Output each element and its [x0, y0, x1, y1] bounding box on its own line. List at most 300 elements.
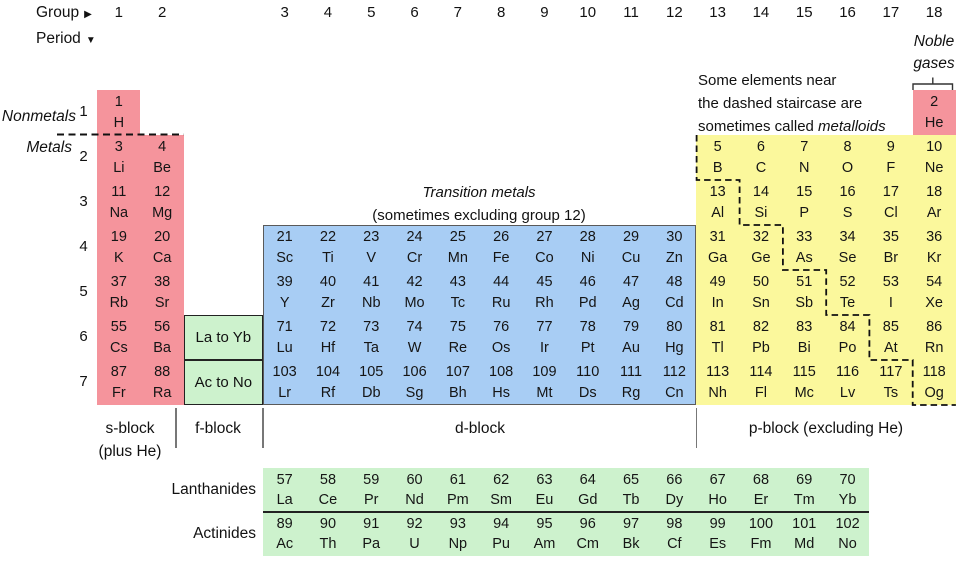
element-cell-ag [609, 270, 652, 315]
atomic-number: 70 [839, 471, 856, 488]
element-cell-ne [913, 135, 956, 180]
element-cell-ge [739, 225, 782, 270]
element-symbol: Tc [450, 294, 466, 311]
element-cell-bi [783, 315, 826, 360]
atomic-number: 115 [792, 364, 816, 380]
atomic-number: 13 [709, 184, 726, 200]
element-symbol: Fe [492, 249, 510, 266]
element-symbol: Sn [752, 294, 770, 311]
atomic-number: 5 [713, 139, 722, 155]
atomic-number: 6 [756, 139, 765, 155]
element-cell-pr [350, 468, 393, 513]
element-cell-md [783, 512, 826, 557]
element-cell-cd [653, 270, 696, 315]
element-symbol: Re [448, 339, 468, 356]
element-cell-w [393, 315, 436, 360]
element-symbol: Gd [578, 492, 598, 508]
element-cell-rf [306, 360, 349, 405]
element-cell-sg [393, 360, 436, 405]
element-symbol: Rf [320, 384, 336, 401]
atomic-number: 85 [882, 319, 899, 335]
element-symbol: Ni [580, 249, 595, 266]
atomic-number: 30 [666, 229, 683, 245]
element-symbol: Ca [152, 249, 172, 266]
group-number-2: 2 [157, 4, 167, 21]
element-cell-nh [696, 360, 739, 405]
element-cell-cn [653, 360, 696, 405]
element-symbol: Pt [580, 339, 595, 356]
element-symbol: Rb [109, 294, 129, 311]
element-symbol: Cs [109, 339, 128, 356]
period-number-6: 6 [79, 328, 88, 345]
element-symbol: I [888, 294, 893, 311]
element-cell-po [826, 315, 869, 360]
atomic-number: 40 [319, 274, 337, 290]
period-number-4: 4 [79, 238, 88, 255]
atomic-number: 31 [709, 229, 726, 245]
element-cell-bk [609, 512, 652, 557]
element-cell-pb [739, 315, 782, 360]
atomic-number: 57 [276, 471, 293, 488]
element-cell-dy [653, 468, 696, 513]
element-symbol: Er [753, 492, 769, 508]
element-cell-i [869, 270, 912, 315]
atomic-number: 24 [406, 229, 423, 245]
atomic-number: 18 [926, 184, 943, 200]
element-symbol: Pr [363, 492, 379, 508]
element-cell-pd [566, 270, 609, 315]
element-symbol: Hg [665, 339, 684, 356]
element-cell-u [393, 512, 436, 557]
atomic-number: 61 [449, 471, 466, 488]
atomic-number: 109 [532, 364, 557, 380]
element-cell-pu [480, 512, 523, 557]
element-symbol: Pu [492, 536, 511, 552]
element-symbol: Es [709, 536, 727, 552]
atomic-number: 33 [796, 229, 813, 245]
element-symbol: Ir [540, 339, 549, 356]
element-symbol: Am [533, 536, 556, 552]
element-symbol: Sc [276, 249, 294, 266]
atomic-number: 69 [796, 471, 813, 488]
element-symbol: Ti [322, 249, 334, 266]
period-number-1: 1 [79, 103, 88, 120]
element-cell-er [739, 468, 782, 513]
noble-gases-line2: gases [913, 55, 955, 72]
element-cell-mc [783, 360, 826, 405]
element-cell-eu [523, 468, 566, 513]
atomic-number: 72 [319, 319, 337, 335]
atomic-number: 71 [276, 319, 293, 335]
element-symbol: Y [279, 294, 290, 311]
atomic-number: 79 [622, 319, 640, 335]
atomic-number: 39 [276, 274, 293, 290]
element-symbol: Cf [667, 536, 682, 552]
element-cell-co [523, 225, 566, 270]
atomic-number: 3 [114, 139, 123, 155]
element-cell-ni [566, 225, 609, 270]
element-symbol: Lv [839, 384, 856, 401]
element-symbol: Mc [794, 384, 814, 401]
element-symbol: Ar [926, 204, 942, 221]
atomic-number: 14 [752, 184, 770, 200]
atomic-number: 94 [493, 515, 510, 532]
atomic-number: 97 [622, 515, 640, 532]
element-symbol: Ts [883, 384, 899, 401]
element-cell-hs [480, 360, 523, 405]
ac-to-no-label: Ac to No [194, 374, 253, 391]
element-symbol: W [407, 339, 422, 356]
atomic-number: 110 [576, 364, 600, 380]
element-symbol: Au [622, 339, 640, 356]
element-symbol: Kr [926, 249, 942, 266]
element-symbol: Bk [622, 536, 640, 552]
atomic-number: 98 [666, 515, 683, 532]
element-symbol: Ce [318, 492, 338, 508]
group-number-3: 3 [280, 4, 289, 21]
element-symbol: Al [711, 204, 725, 221]
atomic-number: 67 [709, 471, 726, 488]
element-cell-mg [141, 180, 184, 225]
atomic-number: 42 [406, 274, 423, 290]
element-cell-mo [393, 270, 436, 315]
metals-label: Metals [26, 139, 72, 156]
element-symbol: No [838, 536, 857, 552]
atomic-number: 93 [449, 515, 466, 532]
s-block-label [80, 417, 180, 463]
atomic-number: 21 [276, 229, 293, 245]
group-number-17: 17 [882, 4, 900, 21]
element-cell-ga [696, 225, 739, 270]
atomic-number: 35 [882, 229, 899, 245]
element-cell-b [696, 135, 739, 180]
element-symbol: Ac [276, 536, 294, 552]
element-symbol: He [924, 114, 944, 131]
atomic-number: 116 [835, 364, 860, 380]
atomic-number: 51 [796, 274, 813, 290]
element-symbol: Tb [622, 492, 640, 508]
element-cell-sb [783, 270, 826, 315]
atomic-number: 91 [363, 515, 380, 532]
element-symbol: Pa [362, 536, 381, 552]
group-number-10: 10 [579, 4, 597, 21]
element-cell-na [97, 180, 140, 225]
atomic-number: 114 [749, 364, 773, 380]
atomic-number: 55 [110, 319, 127, 335]
element-cell-ra [141, 360, 184, 405]
atomic-number: 7 [800, 139, 809, 155]
atomic-number: 106 [402, 364, 427, 380]
element-cell-be [141, 135, 184, 180]
atomic-number: 56 [154, 319, 171, 335]
element-symbol: Ba [153, 339, 172, 356]
metalloids-word: metalloids [818, 118, 886, 135]
element-cell-nb [350, 270, 393, 315]
atomic-number: 15 [796, 184, 813, 200]
group-axis-text: Group [36, 4, 80, 21]
element-symbol: Mo [404, 294, 425, 311]
element-cell-fl [739, 360, 782, 405]
atomic-number: 73 [363, 319, 380, 335]
group-number-6: 6 [410, 4, 419, 21]
atomic-number: 66 [666, 471, 683, 488]
element-symbol: Se [838, 249, 857, 266]
element-symbol: U [409, 536, 420, 552]
atomic-number: 118 [922, 364, 946, 380]
element-symbol: Fm [750, 536, 772, 552]
element-symbol: Fl [754, 384, 767, 401]
lanthanides-label: Lanthanides [171, 481, 256, 498]
element-cell-s [826, 180, 869, 225]
la-to-yb-label: La to Yb [195, 329, 252, 346]
element-symbol: Mn [447, 249, 468, 266]
atomic-number: 100 [748, 515, 774, 532]
element-symbol: K [114, 249, 124, 266]
atomic-number: 53 [882, 274, 899, 290]
element-symbol: Lr [278, 384, 292, 401]
element-symbol: Ne [924, 159, 944, 176]
element-cell-pa [350, 512, 393, 557]
element-cell-am [523, 512, 566, 557]
element-symbol: P [799, 204, 810, 221]
atomic-number: 20 [154, 229, 171, 245]
element-cell-xe [913, 270, 956, 315]
element-cell-h [97, 90, 140, 135]
transition-metals-note [279, 181, 679, 227]
atomic-number: 105 [359, 364, 384, 380]
noble-gases-line1: Noble [913, 33, 955, 50]
element-cell-al [696, 180, 739, 225]
group-number-5: 5 [367, 4, 376, 21]
element-symbol: Th [319, 536, 337, 552]
atomic-number: 8 [843, 139, 852, 155]
element-cell-sr [141, 270, 184, 315]
element-cell-se [826, 225, 869, 270]
element-cell-mt [523, 360, 566, 405]
atomic-number: 107 [445, 364, 470, 380]
d-block-label: d-block [455, 420, 505, 437]
element-cell-te [826, 270, 869, 315]
element-symbol: C [755, 159, 767, 176]
element-cell-v [350, 225, 393, 270]
element-cell-ca [141, 225, 184, 270]
atomic-number: 63 [536, 471, 553, 488]
period-arrow-icon: ▼ [85, 34, 96, 46]
element-symbol: Os [491, 339, 511, 356]
atomic-number: 65 [622, 471, 640, 488]
element-cell-hg [653, 315, 696, 360]
atomic-number: 101 [792, 515, 817, 532]
element-symbol: Cd [665, 294, 684, 311]
atomic-number: 43 [449, 274, 466, 290]
element-cell-f [869, 135, 912, 180]
ac-to-no-cell [184, 360, 263, 405]
element-cell-lv [826, 360, 869, 405]
element-symbol: Te [839, 294, 856, 311]
atomic-number: 84 [839, 319, 856, 335]
element-cell-y [263, 270, 306, 315]
atomic-number: 26 [493, 229, 510, 245]
atomic-number: 76 [493, 319, 510, 335]
group-number-4: 4 [323, 4, 333, 21]
atomic-number: 54 [926, 274, 943, 290]
element-cell-no [826, 512, 869, 557]
element-cell-ac [263, 512, 306, 557]
element-symbol: Tl [711, 339, 724, 356]
element-symbol: F [886, 159, 896, 176]
element-cell-at [869, 315, 912, 360]
element-cell-sm [480, 468, 523, 513]
period-number-5: 5 [79, 283, 88, 300]
atomic-number: 82 [752, 319, 770, 335]
atomic-number: 47 [622, 274, 640, 290]
element-symbol: Be [153, 159, 172, 176]
element-cell-o [826, 135, 869, 180]
atomic-number: 34 [839, 229, 856, 245]
element-cell-bh [436, 360, 479, 405]
group-number-11: 11 [623, 4, 639, 21]
atomic-number: 78 [579, 319, 596, 335]
atomic-number: 28 [579, 229, 596, 245]
element-cell-th [306, 512, 349, 557]
period-number-2: 2 [79, 148, 88, 165]
element-symbol: Ho [708, 492, 727, 508]
element-symbol: Cr [406, 249, 423, 266]
group-number-13: 13 [709, 4, 726, 21]
element-cell-ti [306, 225, 349, 270]
atomic-number: 2 [930, 94, 939, 110]
transition-metals-line1: Transition metals [422, 184, 536, 201]
element-symbol: Nb [361, 294, 381, 311]
element-cell-es [696, 512, 739, 557]
element-symbol: Bh [448, 384, 467, 401]
atomic-number: 41 [363, 274, 380, 290]
element-symbol: Sg [405, 384, 424, 401]
element-symbol: Br [883, 249, 899, 266]
element-symbol: Co [535, 249, 554, 266]
atomic-number: 104 [315, 364, 341, 380]
element-symbol: At [883, 339, 898, 356]
element-symbol: H [113, 114, 125, 131]
element-cell-cr [393, 225, 436, 270]
atomic-number: 1 [114, 94, 123, 110]
element-symbol: Nd [405, 492, 424, 508]
element-symbol: N [799, 159, 810, 176]
element-cell-lr [263, 360, 306, 405]
atomic-number: 58 [319, 471, 337, 488]
element-symbol: Ds [578, 384, 597, 401]
element-cell-ru [480, 270, 523, 315]
f-block-label: f-block [195, 420, 241, 437]
atomic-number: 27 [536, 229, 553, 245]
atomic-number: 68 [752, 471, 770, 488]
atomic-number: 45 [536, 274, 553, 290]
element-cell-np [436, 512, 479, 557]
element-cell-re [436, 315, 479, 360]
element-cell-si [739, 180, 782, 225]
element-symbol: Rg [621, 384, 641, 401]
element-cell-cf [653, 512, 696, 557]
element-cell-mn [436, 225, 479, 270]
element-cell-tc [436, 270, 479, 315]
element-cell-ts [869, 360, 912, 405]
element-cell-sc [263, 225, 306, 270]
atomic-number: 83 [796, 319, 813, 335]
atomic-number: 90 [319, 515, 337, 532]
element-cell-kr [913, 225, 956, 270]
element-symbol: In [711, 294, 724, 311]
atomic-number: 11 [111, 184, 127, 200]
element-cell-ir [523, 315, 566, 360]
atomic-number: 10 [926, 139, 943, 155]
element-cell-au [609, 315, 652, 360]
atomic-number: 95 [536, 515, 553, 532]
element-symbol: Cu [621, 249, 641, 266]
element-cell-sn [739, 270, 782, 315]
element-cell-fm [739, 512, 782, 557]
metalloids-note-line2: the dashed staircase are [698, 95, 863, 112]
element-symbol: Na [109, 204, 129, 221]
noble-gases-label [898, 31, 960, 75]
atomic-number: 108 [489, 364, 514, 380]
atomic-number: 96 [579, 515, 596, 532]
metalloids-note-line1: Some elements near [698, 72, 837, 89]
period-axis-text: Period [36, 30, 81, 47]
noble-gases-bracket [913, 78, 953, 91]
atomic-number: 99 [709, 515, 726, 532]
element-cell-ta [350, 315, 393, 360]
element-symbol: Po [838, 339, 857, 356]
atomic-number: 50 [752, 274, 770, 290]
element-cell-rg [609, 360, 652, 405]
element-symbol: Ta [363, 339, 379, 356]
group-number-15: 15 [795, 4, 813, 21]
atomic-number: 102 [835, 515, 860, 532]
atomic-number: 60 [406, 471, 423, 488]
atomic-number: 17 [882, 184, 899, 200]
element-cell-og [913, 360, 956, 405]
element-cell-in [696, 270, 739, 315]
group-number-12: 12 [665, 4, 683, 21]
element-symbol: Rn [924, 339, 944, 356]
element-cell-ce [306, 468, 349, 513]
element-symbol: Xe [925, 294, 944, 311]
element-cell-tl [696, 315, 739, 360]
element-symbol: Bi [797, 339, 811, 356]
element-symbol: Ge [751, 249, 771, 266]
element-cell-li [97, 135, 140, 180]
element-symbol: Sr [154, 294, 170, 311]
element-symbol: Yb [838, 492, 857, 508]
element-cell-os [480, 315, 523, 360]
element-symbol: Hf [320, 339, 336, 356]
element-symbol: Pb [752, 339, 770, 356]
atomic-number: 12 [154, 184, 171, 200]
element-symbol: Np [448, 536, 468, 552]
element-symbol: B [712, 159, 723, 176]
element-cell-as [783, 225, 826, 270]
atomic-number: 89 [276, 515, 293, 532]
atomic-number: 16 [839, 184, 856, 200]
metalloids-note-line3-text: sometimes called [698, 118, 819, 135]
atomic-number: 29 [622, 229, 640, 245]
atomic-number: 75 [449, 319, 466, 335]
element-symbol: Rh [535, 294, 554, 311]
period-number-3: 3 [79, 193, 88, 210]
element-cell-la [263, 468, 306, 513]
element-cell-br [869, 225, 912, 270]
metalloids-note-line3 [698, 115, 886, 138]
